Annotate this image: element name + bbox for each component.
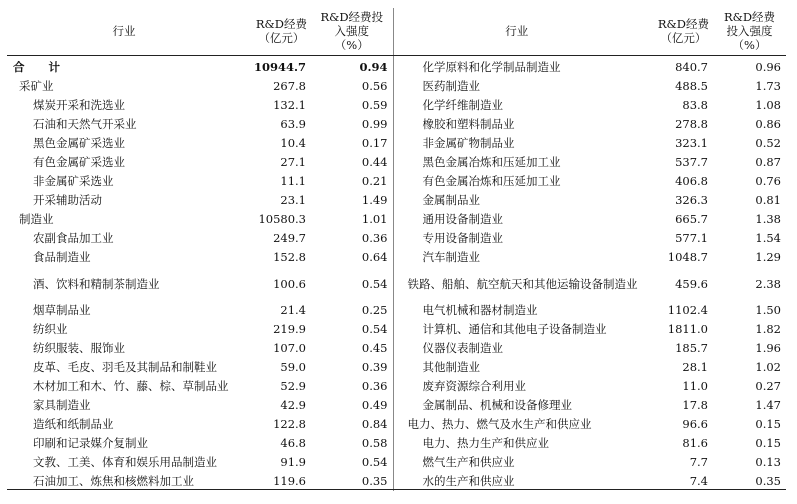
right-rd-value: 28.1: [682, 359, 708, 374]
right-rd-value: 1102.4: [667, 302, 708, 317]
right-rd-value: 11.0: [682, 378, 708, 393]
right-industry-name: 电气机械和器材制造业: [422, 302, 538, 317]
left-industry-name: 文教、工美、体育和娱乐用品制造业: [33, 454, 217, 469]
left-rd-value: 119.6: [273, 473, 306, 488]
table-row: [7, 301, 786, 320]
right-industry-name: 化学纤维制造业: [422, 97, 503, 112]
left-industry-name: 烟草制品业: [33, 302, 91, 317]
left-intensity-value: 0.54: [311, 320, 393, 339]
right-intensity-value: 0.15: [755, 435, 781, 450]
left-industry-name: 纺织业: [33, 321, 68, 336]
left-intensity-value: 0.54: [311, 453, 393, 472]
left-industry-name: 造纸和纸制品业: [33, 416, 114, 431]
left-rd-value: 23.1: [280, 192, 306, 207]
left-intensity-value: 0.25: [311, 301, 393, 320]
table-row: [7, 229, 786, 248]
left-industry-name: 食品制造业: [33, 249, 91, 264]
right-industry-name: 金属制品、机械和设备修理业: [422, 397, 572, 412]
left-intensity-value: 0.44: [311, 153, 393, 172]
right-industry-name: 燃气生产和供应业: [422, 454, 515, 469]
table-row: [7, 339, 786, 358]
right-intensity-value: 1.38: [755, 211, 781, 226]
right-rd-value: 1811.0: [667, 321, 708, 336]
left-industry-name: 制造业: [19, 211, 54, 226]
left-industry-name: 酒、饮料和精制茶制造业: [33, 276, 160, 291]
right-industry-name: 废弃资源综合利用业: [422, 378, 526, 393]
right-industry-name: 化学原料和化学制品制造业: [422, 59, 561, 74]
right-intensity-value: 1.96: [755, 340, 781, 355]
right-industry-name: 有色金属冶炼和压延加工业: [422, 173, 561, 188]
left-intensity-value: 0.21: [311, 172, 393, 191]
right-rd-value: 17.8: [682, 397, 708, 412]
left-industry-name: 皮革、毛皮、羽毛及其制品和制鞋业: [33, 359, 217, 374]
left-intensity-value: 0.35: [311, 472, 393, 491]
table-bottom-rule: [7, 489, 786, 490]
table-row: [7, 210, 786, 229]
right-intensity-value: 0.81: [755, 192, 781, 207]
left-industry-name: 木材加工和木、竹、藤、棕、草制品业: [33, 378, 229, 393]
left-intensity-value: 0.45: [311, 339, 393, 358]
left-rd-value: 21.4: [280, 302, 306, 317]
left-rd-value: 42.9: [280, 397, 306, 412]
right-intensity-value: 1.73: [755, 78, 781, 93]
right-intensity-value: 0.27: [755, 378, 781, 393]
right-industry-name: 金属制品业: [422, 192, 480, 207]
table-row: [7, 191, 786, 210]
right-industry-name: 非金属矿物制品业: [422, 135, 515, 150]
right-rd-value: 406.8: [675, 173, 708, 188]
left-industry-name: 开采辅助活动: [33, 192, 102, 207]
header-rd-expense-text: R&D经费 （亿元）: [255, 17, 307, 46]
table-row: [7, 415, 786, 434]
left-intensity-value: 0.58: [311, 434, 393, 453]
left-intensity-value: 1.49: [311, 191, 393, 210]
header-rd-expense: [241, 8, 311, 55]
table-row: [7, 434, 786, 453]
left-rd-value: 10.4: [280, 135, 306, 150]
left-rd-value: 107.0: [273, 340, 306, 355]
right-intensity-value: 1.02: [755, 359, 781, 374]
left-industry-name: 农副食品加工业: [33, 230, 114, 245]
right-intensity-value: 0.35: [755, 473, 781, 488]
left-rd-value: 63.9: [280, 116, 306, 131]
left-rd-value: 59.0: [280, 359, 306, 374]
right-rd-value: 7.7: [689, 454, 708, 469]
header-industry-2: 行业: [393, 8, 640, 55]
left-industry-name: 合 计: [13, 59, 71, 74]
left-intensity-value: 0.64: [311, 248, 393, 267]
right-industry-name: 计算机、通信和其他电子设备制造业: [422, 321, 607, 336]
right-intensity-value: 1.08: [755, 97, 781, 112]
right-industry-name: 电力、热力、燃气及水生产和供应业: [407, 416, 592, 431]
right-intensity-value: 0.96: [755, 59, 781, 74]
right-rd-value: 326.3: [675, 192, 708, 207]
right-rd-value: 459.6: [675, 276, 708, 291]
right-industry-name: 汽车制造业: [422, 249, 480, 264]
right-rd-value: 840.7: [675, 59, 708, 74]
right-rd-value: 81.6: [682, 435, 708, 450]
right-industry-name: 专用设备制造业: [422, 230, 503, 245]
left-rd-value: 91.9: [280, 454, 306, 469]
right-intensity-value: 0.13: [755, 454, 781, 469]
table-row: [7, 134, 786, 153]
left-rd-value: 11.1: [280, 173, 306, 188]
right-intensity-value: 1.54: [755, 230, 781, 245]
table-row: [7, 172, 786, 191]
right-industry-name: 其他制造业: [422, 359, 480, 374]
left-rd-value: 10944.7: [253, 59, 306, 74]
right-industry-name: 通用设备制造业: [422, 211, 503, 226]
left-rd-value: 100.6: [273, 276, 306, 291]
header-industry: 行业: [7, 8, 241, 55]
left-industry-name: 有色金属矿采选业: [33, 154, 125, 169]
table-row: [7, 358, 786, 377]
left-intensity-value: 0.59: [311, 96, 393, 115]
right-intensity-value: 2.38: [755, 276, 781, 291]
left-rd-value: 249.7: [273, 230, 306, 245]
left-intensity-value: 0.84: [311, 415, 393, 434]
left-intensity-value: 0.39: [311, 358, 393, 377]
table-row: [7, 96, 786, 115]
header-intensity: [311, 8, 393, 55]
right-intensity-value: 1.82: [755, 321, 781, 336]
header-rd-expense-2-text: R&D经费 （亿元）: [657, 17, 709, 46]
right-intensity-value: 0.15: [755, 416, 781, 431]
table-row: [7, 267, 786, 301]
table-row: [7, 115, 786, 134]
header-intensity-2: [713, 8, 786, 55]
header-intensity-text: R&D经费投 入强度 （%）: [320, 10, 384, 53]
right-intensity-value: 0.76: [755, 173, 781, 188]
left-intensity-value: 0.94: [311, 55, 393, 77]
right-intensity-value: 0.87: [755, 154, 781, 169]
right-rd-value: 323.1: [675, 135, 708, 150]
right-intensity-value: 1.50: [755, 302, 781, 317]
right-industry-name: 橡胶和塑料制品业: [422, 116, 515, 131]
left-industry-name: 煤炭开采和洗选业: [33, 97, 125, 112]
left-rd-value: 46.8: [280, 435, 306, 450]
left-intensity-value: 1.01: [311, 210, 393, 229]
left-rd-value: 267.8: [273, 78, 306, 93]
table-row: [7, 472, 786, 491]
left-intensity-value: 0.17: [311, 134, 393, 153]
header-intensity-2-text: R&D经费 投入强度 （%）: [723, 10, 776, 53]
left-intensity-value: 0.49: [311, 396, 393, 415]
header-rd-expense-2: [640, 8, 713, 55]
right-industry-name: 水的生产和供应业: [422, 473, 515, 488]
table-row: [7, 377, 786, 396]
left-rd-value: 219.9: [273, 321, 306, 336]
left-intensity-value: 0.36: [311, 229, 393, 248]
left-intensity-value: 0.54: [311, 267, 393, 301]
left-industry-name: 纺织服装、服饰业: [33, 340, 125, 355]
right-industry-name: 黑色金属冶炼和压延加工业: [422, 154, 561, 169]
table-row: [7, 55, 786, 77]
right-intensity-value: 1.47: [755, 397, 781, 412]
right-rd-value: 83.8: [682, 97, 708, 112]
table-row: [7, 248, 786, 267]
right-industry-name: 铁路、船舶、航空航天和其他运输设备制造业: [407, 276, 638, 291]
right-industry-name: 医药制造业: [422, 78, 480, 93]
right-intensity-value: 0.52: [755, 135, 781, 150]
left-industry-name: 家具制造业: [33, 397, 91, 412]
left-rd-value: 122.8: [273, 416, 306, 431]
left-industry-name: 采矿业: [19, 78, 54, 93]
left-intensity-value: 0.36: [311, 377, 393, 396]
right-intensity-value: 1.29: [755, 249, 781, 264]
table-row: [7, 77, 786, 96]
left-industry-name: 印刷和记录媒介复制业: [33, 435, 148, 450]
left-industry-name: 石油和天然气开采业: [33, 116, 137, 131]
right-rd-value: 577.1: [675, 230, 708, 245]
left-rd-value: 10580.3: [258, 211, 306, 226]
right-rd-value: 7.4: [689, 473, 708, 488]
table-header-row: [7, 8, 786, 55]
left-industry-name: 黑色金属矿采选业: [33, 135, 125, 150]
left-rd-value: 27.1: [280, 154, 306, 169]
table-row: [7, 453, 786, 472]
left-industry-name: 石油加工、炼焦和核燃料加工业: [33, 473, 194, 488]
right-rd-value: 537.7: [675, 154, 708, 169]
right-rd-value: 96.6: [682, 416, 708, 431]
left-intensity-value: 0.56: [311, 77, 393, 96]
right-intensity-value: 0.86: [755, 116, 781, 131]
left-rd-value: 152.8: [273, 249, 306, 264]
table-row: [7, 396, 786, 415]
table-row: [7, 320, 786, 339]
rd-expense-table: [7, 8, 786, 491]
right-rd-value: 1048.7: [667, 249, 708, 264]
right-rd-value: 665.7: [675, 211, 708, 226]
right-rd-value: 488.5: [675, 78, 708, 93]
right-rd-value: 278.8: [675, 116, 708, 131]
table-row: [7, 153, 786, 172]
left-rd-value: 132.1: [273, 97, 306, 112]
left-industry-name: 非金属矿采选业: [33, 173, 114, 188]
left-rd-value: 52.9: [280, 378, 306, 393]
right-rd-value: 185.7: [675, 340, 708, 355]
left-intensity-value: 0.99: [311, 115, 393, 134]
right-industry-name: 仪器仪表制造业: [422, 340, 503, 355]
right-industry-name: 电力、热力生产和供应业: [422, 435, 549, 450]
